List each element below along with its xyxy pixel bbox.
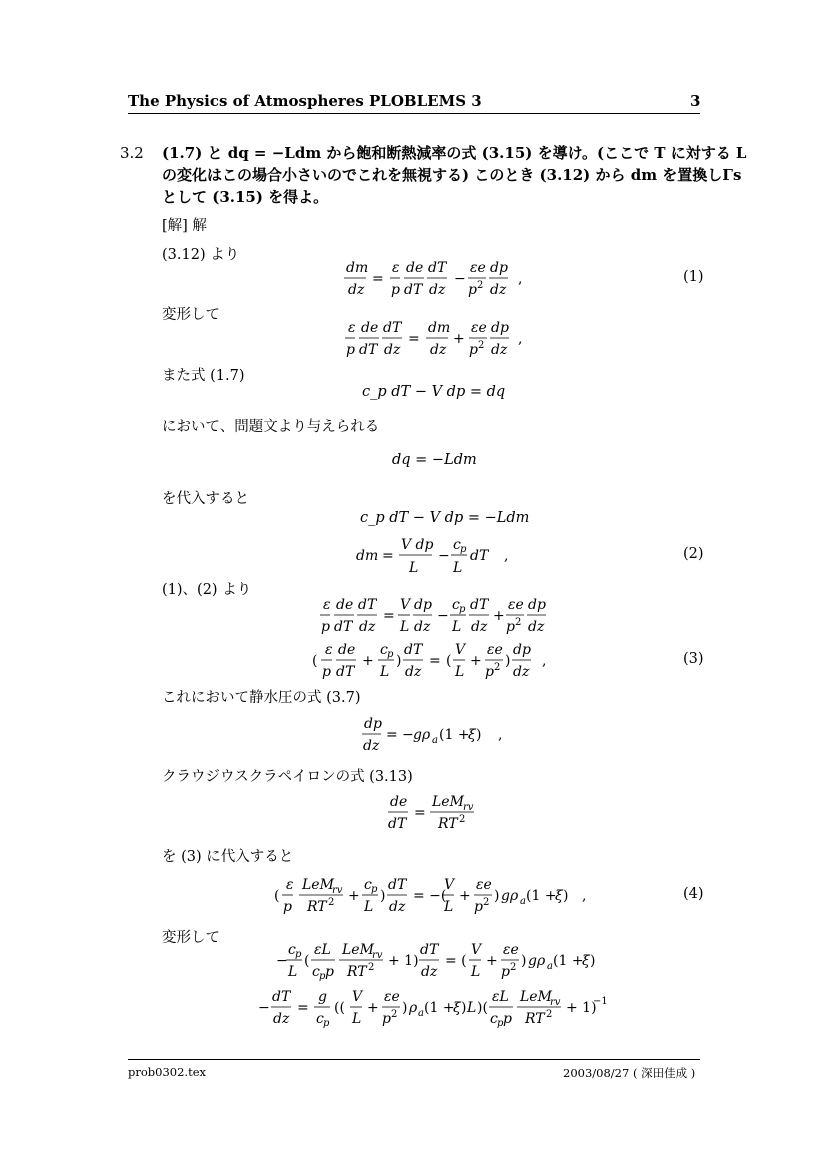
equation-3: [310, 638, 560, 684]
svg-text:a: a: [520, 896, 526, 907]
svg-text:εe: εe: [476, 877, 492, 893]
svg-text:2: 2: [477, 280, 484, 291]
svg-text:+: +: [362, 653, 374, 669]
svg-text:p: p: [474, 899, 483, 915]
running-head-title: The Physics of Atmospheres PLOBLEMS 3: [128, 92, 482, 110]
svg-text:dz: dz: [348, 282, 365, 298]
svg-text:): ): [563, 888, 569, 904]
svg-text:LeM: LeM: [342, 942, 374, 958]
svg-text:dT: dT: [336, 664, 355, 680]
footer-rule: [128, 1059, 700, 1060]
svg-text:): ): [402, 1000, 408, 1016]
svg-text:L: L: [288, 964, 298, 980]
svg-text:dz: dz: [528, 619, 545, 635]
svg-text:+: +: [459, 888, 471, 904]
svg-text:V: V: [455, 642, 466, 658]
svg-text:=: =: [372, 271, 384, 287]
svg-text:gρ: gρ: [528, 953, 546, 969]
svg-text:−: −: [454, 271, 466, 287]
svg-text:p: p: [468, 282, 477, 298]
svg-text:p: p: [506, 619, 515, 635]
svg-text:dz: dz: [359, 619, 376, 635]
svg-text:p: p: [319, 971, 326, 982]
equation-clausius-clapeyron: [384, 790, 494, 836]
text-from-3-12: (3.12) より: [162, 247, 240, 263]
svg-text:L: L: [352, 1011, 362, 1027]
svg-text:p: p: [387, 649, 394, 660]
equation-2: [352, 534, 532, 580]
svg-text:g: g: [318, 989, 327, 1005]
equation-number-3: (3): [683, 651, 704, 667]
svg-text:dT: dT: [470, 548, 489, 564]
svg-text:L: L: [453, 560, 463, 576]
equation-hydrostatic: [358, 712, 518, 758]
svg-text:=: =: [429, 653, 441, 669]
svg-text:dp: dp: [490, 260, 508, 276]
svg-text:p: p: [321, 619, 330, 635]
svg-text:dT: dT: [334, 619, 353, 635]
svg-text:L: L: [471, 964, 481, 980]
svg-text:V: V: [444, 877, 455, 893]
svg-text:): ): [380, 888, 386, 904]
svg-text:εe: εe: [487, 642, 503, 658]
text-from-1-2: (1)、(2) より: [162, 582, 252, 598]
text-clausius-clapeyron: クラウジウスクラペイロンの式 (3.13): [162, 769, 413, 785]
svg-text:): ): [461, 1000, 467, 1016]
svg-text:+: +: [486, 953, 498, 969]
svg-text:dT: dT: [404, 282, 423, 298]
svg-text:RT: RT: [307, 899, 327, 915]
svg-text:=: =: [383, 608, 395, 624]
svg-text:dm: dm: [428, 320, 451, 336]
text-transform-2: 変形して: [162, 930, 220, 946]
svg-text:(: (: [304, 953, 310, 969]
svg-text:εL: εL: [314, 942, 331, 958]
svg-text:(: (: [446, 653, 452, 669]
svg-text:((: ((: [334, 1000, 345, 1016]
svg-text:dz: dz: [384, 342, 401, 358]
svg-text:rv: rv: [332, 885, 343, 896]
equation-transformed-2: [272, 938, 602, 984]
svg-text:dz: dz: [389, 899, 406, 915]
svg-text:L: L: [467, 1000, 477, 1016]
svg-text:εe: εe: [384, 989, 400, 1005]
svg-text:p: p: [459, 604, 466, 615]
svg-text:LeM: LeM: [520, 989, 552, 1005]
svg-text:dz: dz: [414, 619, 431, 635]
problem-line-2: の変化はこの場合小さいのでこれを無視する) このとき (3.12) から dm を置換しΓs: [162, 166, 742, 184]
svg-text:dm: dm: [356, 548, 379, 564]
svg-text:dT: dT: [388, 816, 407, 832]
equation-transformed-1: [340, 316, 540, 362]
svg-text:dz: dz: [513, 664, 530, 680]
svg-text:dT: dT: [420, 942, 439, 958]
svg-text:a: a: [418, 1008, 424, 1019]
svg-text:ε: ε: [325, 642, 333, 658]
svg-text:p: p: [503, 1011, 512, 1027]
svg-text:dz: dz: [429, 282, 446, 298]
svg-text:rv: rv: [372, 950, 383, 961]
svg-text:RT: RT: [438, 816, 458, 832]
svg-text:2: 2: [546, 1009, 553, 1020]
svg-text:dz: dz: [273, 1011, 290, 1027]
svg-text:−: −: [437, 608, 449, 624]
svg-text:dm: dm: [346, 260, 369, 276]
svg-text:=: =: [386, 727, 398, 743]
svg-text:dz: dz: [491, 342, 508, 358]
svg-text:(1 +: (1 +: [553, 953, 584, 969]
problem-line-3: として (3.15) を得よ。: [162, 188, 329, 206]
footer-date-author: 2003/08/27 ( 深田佳成 ): [563, 1066, 696, 1080]
svg-text:ε: ε: [348, 320, 356, 336]
svg-text:c: c: [316, 1011, 324, 1027]
svg-text:c: c: [380, 642, 388, 658]
svg-text:2: 2: [391, 1009, 398, 1020]
svg-text:−1: −1: [593, 996, 608, 1007]
svg-text:dT: dT: [359, 342, 378, 358]
equation-combined: [318, 593, 558, 639]
svg-text:εe: εe: [508, 597, 524, 613]
svg-text:p: p: [460, 544, 467, 555]
svg-text:rv: rv: [550, 997, 561, 1008]
svg-text:+: +: [348, 888, 360, 904]
svg-text:L: L: [409, 560, 419, 576]
svg-text:de: de: [336, 597, 354, 613]
svg-text:p: p: [325, 964, 334, 980]
svg-text:,: ,: [518, 271, 523, 287]
text-transform-1: 変形して: [162, 307, 220, 323]
svg-text:de: de: [390, 794, 408, 810]
svg-text:p: p: [295, 949, 302, 960]
svg-text:2: 2: [510, 962, 517, 973]
svg-text:): ): [521, 953, 527, 969]
svg-text:ε: ε: [286, 877, 294, 893]
svg-text:εe: εe: [470, 260, 486, 276]
text-substitute-1: を代入すると: [162, 491, 249, 507]
svg-text:,: ,: [498, 727, 503, 743]
svg-text:V dp: V dp: [401, 537, 434, 553]
svg-text:ε: ε: [323, 597, 331, 613]
svg-text:V: V: [471, 942, 482, 958]
svg-text:): ): [396, 653, 402, 669]
svg-text:dT: dT: [383, 320, 402, 336]
equation-dq: dq = −Ldm: [392, 452, 477, 468]
svg-text:dz: dz: [490, 282, 507, 298]
svg-text:V: V: [400, 597, 411, 613]
text-hydrostatic: これにおいて静水圧の式 (3.7): [162, 690, 361, 706]
svg-text:ε: ε: [392, 260, 400, 276]
svg-text:a: a: [547, 961, 553, 972]
svg-text:)(: )(: [477, 1000, 488, 1016]
svg-text:dT: dT: [388, 877, 407, 893]
svg-text:p: p: [485, 664, 494, 680]
svg-text:εe: εe: [471, 320, 487, 336]
svg-text:p: p: [469, 342, 478, 358]
svg-text:RT: RT: [347, 964, 367, 980]
svg-text:LeM: LeM: [302, 877, 334, 893]
svg-text:dp: dp: [513, 642, 531, 658]
text-substitute-3: を (3) に代入すると: [162, 849, 294, 865]
svg-text:c: c: [312, 964, 320, 980]
svg-text:dp: dp: [528, 597, 546, 613]
footer-filename: prob0302.tex: [128, 1065, 206, 1079]
svg-text:2: 2: [478, 340, 485, 351]
svg-text:2: 2: [368, 962, 375, 973]
svg-text:dT: dT: [404, 642, 423, 658]
svg-text:RT: RT: [525, 1011, 545, 1027]
svg-text:): ): [494, 888, 500, 904]
problem-line-1: (1.7) と dq = −Ldm から飽和断熱減率の式 (3.15) を導け。(ここで T に対する L: [162, 144, 747, 162]
svg-text:p: p: [283, 899, 292, 915]
svg-text:rv: rv: [463, 802, 474, 813]
svg-text:c: c: [490, 1011, 498, 1027]
svg-text:=: =: [414, 805, 426, 821]
svg-text:V: V: [352, 989, 363, 1005]
equation-4: [272, 873, 602, 919]
svg-text:εe: εe: [503, 942, 519, 958]
svg-text:dT: dT: [272, 989, 291, 1005]
equation-number-1: (1): [683, 269, 704, 285]
svg-text:=: =: [408, 331, 420, 347]
svg-text:L: L: [364, 899, 374, 915]
svg-text:dT: dT: [358, 597, 377, 613]
svg-text:+: +: [470, 653, 482, 669]
equation-1: [340, 256, 540, 302]
svg-text:dp: dp: [364, 716, 382, 732]
svg-text:,: ,: [542, 653, 547, 669]
svg-text:c: c: [364, 877, 372, 893]
equation-final: [256, 984, 606, 1032]
svg-text:−: −: [402, 727, 414, 743]
svg-text:+: +: [493, 608, 505, 624]
svg-text:ξ: ξ: [453, 1000, 461, 1016]
svg-text:+ 1): + 1): [566, 1000, 597, 1016]
svg-text:dz: dz: [405, 664, 422, 680]
svg-text:,: ,: [518, 331, 523, 347]
text-eq-1-7: また式 (1.7): [162, 368, 245, 384]
svg-text:+: +: [453, 331, 465, 347]
svg-text:2: 2: [459, 814, 466, 825]
svg-text:εL: εL: [492, 989, 509, 1005]
svg-text:+ 1): + 1): [388, 953, 419, 969]
svg-text:(: (: [274, 888, 280, 904]
svg-text:p: p: [371, 884, 378, 895]
svg-text:c: c: [453, 537, 461, 553]
text-given: において、問題文より与えられる: [162, 419, 380, 435]
svg-text:p: p: [391, 282, 400, 298]
svg-text:2: 2: [515, 617, 522, 628]
svg-text:de: de: [361, 320, 379, 336]
svg-text:(1 +: (1 +: [424, 1000, 455, 1016]
svg-text:de: de: [406, 260, 424, 276]
svg-text:ξ: ξ: [555, 888, 563, 904]
svg-text:c: c: [452, 597, 460, 613]
svg-text:ξ: ξ: [582, 953, 590, 969]
svg-text:−: −: [276, 953, 288, 969]
svg-text:+: +: [367, 1000, 379, 1016]
svg-text:p: p: [501, 964, 510, 980]
svg-text:): ): [505, 653, 511, 669]
svg-text:a: a: [432, 735, 438, 746]
svg-text:dz: dz: [430, 342, 447, 358]
svg-text:(1 +: (1 +: [526, 888, 557, 904]
svg-text:= (: = (: [445, 953, 467, 969]
svg-text:dz: dz: [363, 738, 380, 754]
svg-text:dT: dT: [428, 260, 447, 276]
svg-text:ρ: ρ: [409, 1000, 418, 1016]
svg-text:): ): [590, 953, 596, 969]
equation-number-4: (4): [683, 886, 704, 902]
svg-text:L: L: [444, 899, 454, 915]
equation-1-7: c_p dT − V dp = dq: [362, 384, 506, 400]
svg-text:(1 +: (1 +: [439, 727, 470, 743]
svg-text:de: de: [338, 642, 356, 658]
svg-text:ξ: ξ: [468, 727, 476, 743]
page-number: 3: [690, 92, 701, 110]
header-rule: [128, 113, 700, 114]
svg-text:dT: dT: [470, 597, 489, 613]
svg-text:2: 2: [494, 662, 501, 673]
problem-number: 3.2: [120, 144, 144, 162]
svg-text:L: L: [380, 664, 390, 680]
svg-text:dp: dp: [491, 320, 509, 336]
svg-text:gρ: gρ: [413, 727, 431, 743]
svg-text:(: (: [312, 653, 318, 669]
svg-text:p: p: [323, 1018, 330, 1029]
svg-text:L: L: [452, 619, 462, 635]
svg-text:−: −: [438, 548, 450, 564]
svg-text:= −(: = −(: [413, 888, 447, 904]
equation-number-2: (2): [683, 546, 704, 562]
svg-text:gρ: gρ: [501, 888, 519, 904]
svg-text:2: 2: [328, 897, 335, 908]
svg-text:p: p: [497, 1018, 504, 1029]
solution-heading: [解] 解: [162, 218, 207, 234]
svg-text:LeM: LeM: [432, 794, 464, 810]
svg-text:L: L: [400, 619, 410, 635]
svg-text:p: p: [322, 664, 331, 680]
svg-text:L: L: [455, 664, 465, 680]
svg-text:): ): [476, 727, 482, 743]
svg-text:dz: dz: [421, 964, 438, 980]
svg-text:,: ,: [504, 548, 509, 564]
svg-text:2: 2: [483, 897, 490, 908]
equation-substituted: c_p dT − V dp = −Ldm: [360, 510, 530, 526]
svg-text:=: =: [382, 548, 394, 564]
svg-text:−: −: [258, 1000, 270, 1016]
svg-text:dp: dp: [414, 597, 432, 613]
svg-text:p: p: [382, 1011, 391, 1027]
svg-text:,: ,: [582, 888, 587, 904]
svg-text:dz: dz: [471, 619, 488, 635]
svg-text:=: =: [297, 1000, 309, 1016]
svg-text:p: p: [346, 342, 355, 358]
svg-text:c: c: [288, 942, 296, 958]
